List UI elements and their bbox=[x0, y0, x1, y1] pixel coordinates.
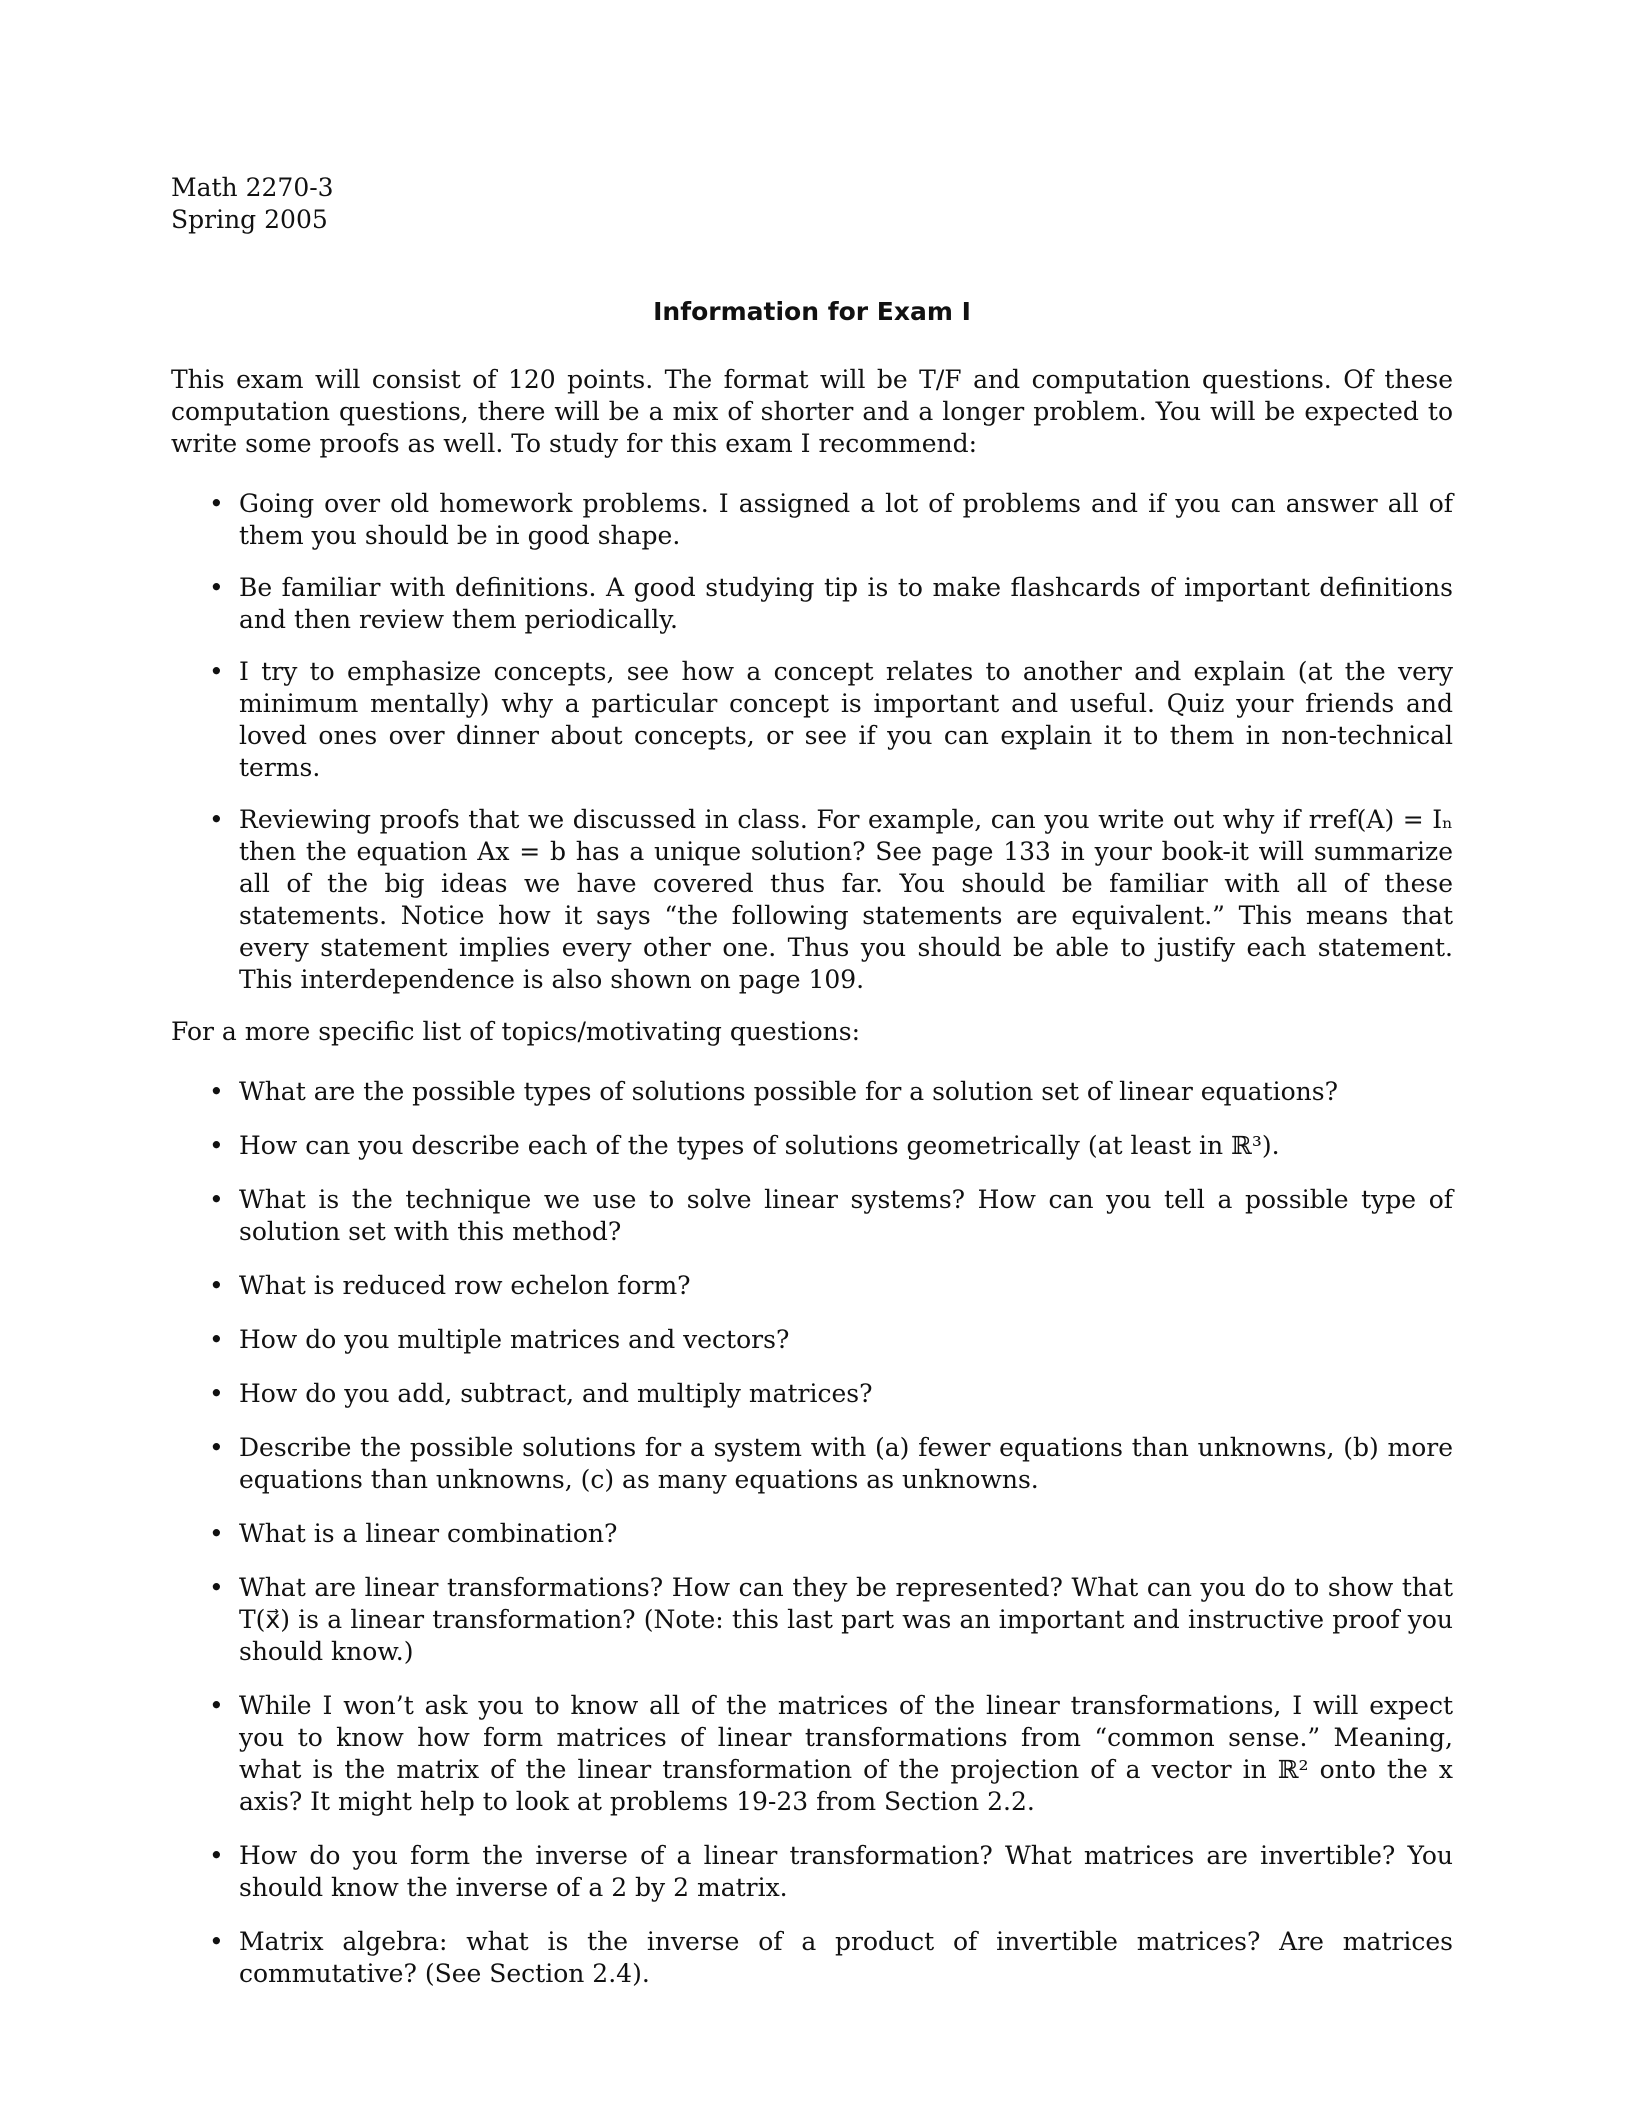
topic-text: How do you multiple matrices and vectors? bbox=[239, 1325, 790, 1354]
study-tips-list bbox=[171, 488, 1453, 996]
topic-item bbox=[171, 1572, 1453, 1668]
bullet-icon: • bbox=[209, 1433, 224, 1462]
topic-item bbox=[171, 1076, 1453, 1108]
bullet-icon: • bbox=[209, 1077, 224, 1106]
topic-item bbox=[171, 1378, 1453, 1410]
intro-paragraph: This exam will consist of 120 points. The format will be T/F and computation questions. Of these computation questions, there will be a mix of shorter and a longer problem. You will be expected to write some proofs as well. To study for this exam I recommend: bbox=[171, 365, 1453, 458]
bullet-icon: • bbox=[209, 657, 224, 686]
document-title: Information for Exam I bbox=[653, 297, 971, 326]
study-tip-item bbox=[171, 804, 1453, 996]
study-tip-item bbox=[171, 572, 1453, 636]
topic-text: What is a linear combination? bbox=[239, 1519, 618, 1548]
bullet-icon: • bbox=[209, 1927, 224, 1956]
course-term: Spring 2005 bbox=[171, 205, 328, 234]
bullet-icon: • bbox=[209, 1841, 224, 1870]
course-header bbox=[171, 172, 1453, 236]
study-tip-item bbox=[171, 656, 1453, 784]
topic-item bbox=[171, 1840, 1453, 1904]
topics-intro: For a more specific list of topics/motivating questions: bbox=[171, 1017, 860, 1046]
bullet-icon: • bbox=[209, 1131, 224, 1160]
bullet-icon: • bbox=[209, 1519, 224, 1548]
bullet-icon: • bbox=[209, 1325, 224, 1354]
bullet-icon: • bbox=[209, 1691, 224, 1720]
study-tip-text: Reviewing proofs that we discussed in class. For example, can you write out why if rref(A) = Iₙ then the equation Ax = b has a unique solution? See page 133 in your book-it will summarize all of the big ideas we have covered thus far. You should be familiar with all of these statements. Notice how it says “the following statements are equivalent.” This means that every statement implies every other one. Thus you should be able to justify each statement. This interdependence is also shown on page 109. bbox=[239, 805, 1453, 994]
study-tip-text: Be familiar with definitions. A good studying tip is to make flashcards of important definitions and then review them periodically. bbox=[239, 573, 1453, 634]
topic-text: What are linear transformations? How can they be represented? What can you do to show that T(x⃗) is a linear transformation? (Note: this last part was an important and instructive proof you should know.) bbox=[239, 1573, 1453, 1666]
bullet-icon: • bbox=[209, 573, 224, 602]
study-tip-text: Going over old homework problems. I assigned a lot of problems and if you can answer all of them you should be in good shape. bbox=[239, 489, 1453, 550]
topic-item bbox=[171, 1926, 1453, 1990]
bullet-icon: • bbox=[209, 805, 224, 834]
topic-item bbox=[171, 1184, 1453, 1248]
topic-item bbox=[171, 1432, 1453, 1496]
topic-text: How do you form the inverse of a linear transformation? What matrices are invertible? You should know the inverse of a 2 by 2 matrix. bbox=[239, 1841, 1453, 1902]
bullet-icon: • bbox=[209, 1379, 224, 1408]
topic-text: What are the possible types of solutions possible for a solution set of linear equations? bbox=[239, 1077, 1338, 1106]
topic-item bbox=[171, 1518, 1453, 1550]
course-number: Math 2270-3 bbox=[171, 173, 334, 202]
topic-text: Matrix algebra: what is the inverse of a product of invertible matrices? Are matrices commutative? (See Section 2.4). bbox=[239, 1927, 1453, 1988]
topics-list bbox=[171, 1076, 1453, 1990]
bullet-icon: • bbox=[209, 1573, 224, 1602]
topic-text: While I won’t ask you to know all of the matrices of the linear transformations, I will expect you to know how form matrices of linear transformations from “common sense.” Meaning, what is the matrix of the linear transformation of the projection of a vector in ℝ² onto the x axis? It might help to look at problems 19-23 from Section 2.2. bbox=[239, 1691, 1453, 1816]
topic-text: How do you add, subtract, and multiply matrices? bbox=[239, 1379, 873, 1408]
bullet-icon: • bbox=[209, 1185, 224, 1214]
topic-item bbox=[171, 1130, 1453, 1162]
topic-text: What is reduced row echelon form? bbox=[239, 1271, 691, 1300]
topic-text: How can you describe each of the types of solutions geometrically (at least in ℝ³). bbox=[239, 1131, 1280, 1160]
topic-item bbox=[171, 1324, 1453, 1356]
study-tip-item bbox=[171, 488, 1453, 552]
bullet-icon: • bbox=[209, 489, 224, 518]
topic-item bbox=[171, 1270, 1453, 1302]
topic-text: Describe the possible solutions for a system with (a) fewer equations than unknowns, (b) more equations than unknowns, (c) as many equations as unknowns. bbox=[239, 1433, 1453, 1494]
document-page bbox=[171, 172, 1453, 2012]
topic-item bbox=[171, 1690, 1453, 1818]
topic-text: What is the technique we use to solve linear systems? How can you tell a possible type of solution set with this method? bbox=[239, 1185, 1453, 1246]
study-tip-text: I try to emphasize concepts, see how a concept relates to another and explain (at the very minimum mentally) why a particular concept is important and useful. Quiz your friends and loved ones over dinner about concepts, or see if you can explain it to them in non-technical terms. bbox=[239, 657, 1453, 782]
bullet-icon: • bbox=[209, 1271, 224, 1300]
